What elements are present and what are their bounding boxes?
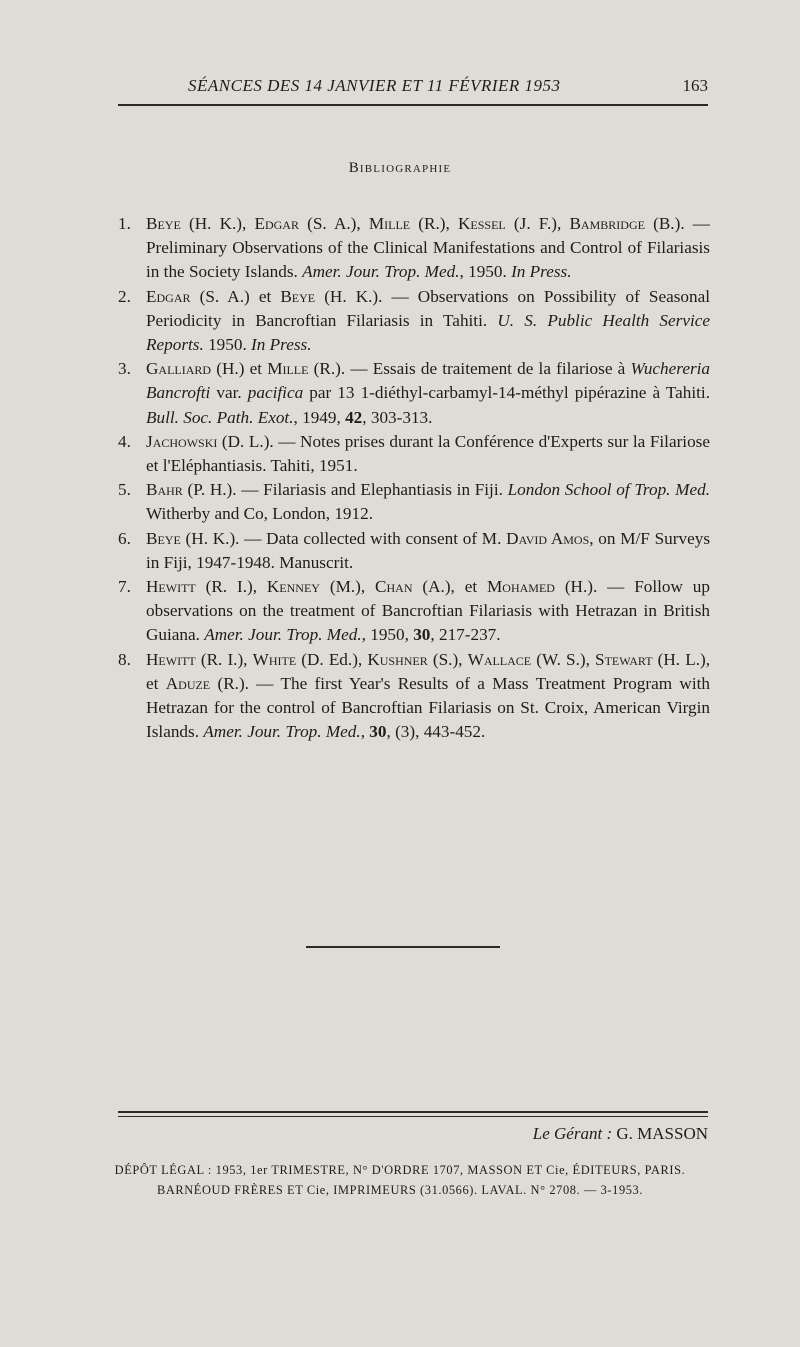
reference-fragment: (D. L.). — Notes prises durant la Conférence d'Experts sur la Filariose et l'Eléphantiasis. Tahiti, 1951.: [146, 431, 710, 476]
reference-fragment: Kushner: [367, 649, 428, 669]
reference-fragment: Bull. Soc. Path. Exot.: [146, 407, 294, 427]
reference-number: 8.: [118, 649, 131, 669]
gerant-label: Le Gérant :: [532, 1124, 613, 1143]
reference-fragment: Mille: [368, 214, 411, 233]
reference-fragment: , 1950.: [459, 262, 512, 282]
reference-item: [118, 357, 710, 430]
reference-fragment: (A.), et: [412, 577, 487, 597]
reference-fragment: Stewart: [595, 649, 653, 669]
reference-text: [146, 430, 710, 478]
reference-fragment: (J. F.),: [505, 214, 570, 233]
reference-item: [118, 478, 710, 526]
reference-fragment: Hewitt: [146, 577, 196, 597]
reference-fragment: , on M/F Surveys in Fiji, 1947-1948. Manuscrit.: [146, 528, 711, 572]
reference-fragment: Edgar: [146, 286, 191, 306]
reference-fragment: Beye: [146, 528, 181, 548]
gerant-name: G. MASSON: [616, 1124, 708, 1143]
imprint-line-1: DÉPÔT LÉGAL : 1953, 1er TRIMESTRE, N° D'ORDRE 1707, MASSON ET Cie, ÉDITEURS, PARIS.: [114, 1163, 686, 1177]
reference-item: [118, 212, 710, 285]
reference-number: 3.: [118, 359, 131, 379]
reference-fragment: (R. I.),: [195, 577, 267, 597]
reference-fragment: pacifica: [247, 383, 304, 403]
reference-fragment: , 1950,: [361, 625, 414, 645]
reference-fragment: , 217-237.: [430, 625, 501, 645]
reference-fragment: Chan: [375, 577, 413, 597]
reference-text: [146, 478, 710, 526]
reference-fragment: London School of Trop. Med.: [507, 480, 710, 500]
reference-text: [146, 648, 710, 745]
reference-fragment: 30: [369, 722, 387, 742]
reference-fragment: Mohamed: [487, 577, 555, 597]
footer-rule-bottom: [118, 1116, 708, 1117]
reference-number: 5.: [118, 480, 131, 500]
reference-fragment: David Amos: [506, 528, 590, 548]
reference-fragment: (P. H.). — Filariasis and Elephantiasis in Fiji.: [182, 480, 508, 500]
page-number: 163: [682, 76, 708, 95]
reference-number: 4.: [118, 431, 131, 451]
reference-fragment: (H. K.). — Observations on Possibility of Seasonal Periodicity in Bancroftian Filariasis in Tahiti.: [146, 286, 710, 330]
reference-fragment: var.: [210, 383, 248, 403]
header-rule: [118, 104, 708, 106]
imprint-line-2: BARNÉOUD FRÈRES ET Cie, IMPRIMEURS (31.0566). LAVAL. N° 2708. — 3-1953.: [156, 1183, 644, 1197]
reference-fragment: Hewitt: [146, 649, 196, 669]
reference-number: 6.: [118, 528, 131, 548]
reference-fragment: Galliard: [146, 359, 212, 379]
reference-fragment: (W. S.),: [531, 649, 596, 669]
reference-fragment: (S.),: [427, 649, 468, 669]
reference-fragment: Aduze: [165, 673, 211, 693]
reference-fragment: (R.). — The first Year's Results of a Mass Treatment Program with Hetrazan for the control of Bancroftian Filariasis on St. Croix, American Virgin Islands.: [146, 673, 710, 742]
reference-item: [118, 285, 710, 358]
imprint: [0, 1160, 800, 1200]
reference-fragment: (H. K.),: [180, 214, 255, 233]
section-end-rule: [306, 946, 500, 948]
reference-fragment: (H.). — Follow up observations on the treatment of Bancroftian Filariasis with Hetrazan in British Guiana.: [146, 577, 710, 645]
reference-fragment: Wuchereria Bancrofti: [146, 359, 711, 403]
reference-fragment: ,: [360, 722, 370, 742]
footer-rule-top: [118, 1111, 708, 1113]
reference-text: [146, 357, 710, 430]
reference-fragment: Bambridge: [569, 214, 645, 233]
reference-item: [118, 575, 710, 648]
gerant-line: [533, 1124, 708, 1144]
running-head-title: SÉANCES DES 14 JANVIER ET 11 FÉVRIER 1953: [188, 76, 561, 95]
reference-number: 2.: [118, 286, 131, 306]
reference-text: [146, 285, 710, 358]
reference-fragment: Kessel: [457, 214, 506, 233]
reference-fragment: Beye: [146, 214, 181, 233]
reference-fragment: In Press.: [251, 335, 312, 355]
reference-item: [118, 430, 710, 478]
running-head: [118, 76, 708, 100]
reference-fragment: Edgar: [254, 214, 299, 233]
reference-fragment: In Press.: [511, 262, 572, 282]
reference-text: [146, 575, 710, 648]
reference-fragment: U. S. Public Health Service Reports.: [146, 310, 710, 355]
reference-fragment: White: [252, 649, 297, 669]
reference-fragment: (S. A.) et: [190, 286, 281, 306]
reference-fragment: (R.),: [410, 214, 458, 233]
reference-fragment: (S. A.),: [298, 214, 369, 233]
reference-fragment: Jachowski: [146, 431, 218, 451]
reference-number: 7.: [118, 577, 131, 597]
reference-fragment: (B.). — Preliminary Observations of the Clinical Manifestations and Control of Filariasis in the Society Islands.: [146, 214, 710, 282]
reference-fragment: (D. Ed.),: [296, 649, 368, 669]
reference-fragment: Mille: [267, 359, 309, 379]
reference-fragment: 1950.: [203, 335, 252, 355]
reference-number: 1.: [118, 214, 131, 233]
reference-text: [146, 527, 710, 575]
reference-fragment: (H.) et: [211, 359, 268, 379]
reference-fragment: Beye: [280, 286, 316, 306]
reference-fragment: Witherby and Co, London, 1912.: [146, 504, 374, 524]
reference-item: [118, 527, 710, 575]
reference-fragment: Kenney: [266, 577, 320, 597]
reference-fragment: par 13 1-diéthyl-carbamyl-14-méthyl pipérazine à Tahiti.: [303, 383, 710, 403]
reference-fragment: , 1949,: [293, 407, 346, 427]
reference-fragment: , (3), 443-452.: [386, 722, 486, 742]
reference-list: [118, 212, 710, 744]
reference-fragment: (M.),: [319, 577, 376, 597]
reference-fragment: , 303-313.: [362, 407, 433, 427]
reference-fragment: Amer. Jour. Trop. Med.: [302, 262, 460, 282]
reference-fragment: Amer. Jour. Trop. Med.: [203, 722, 361, 742]
reference-fragment: (R. I.),: [195, 649, 253, 669]
section-title: Bibliographie: [348, 160, 452, 176]
reference-fragment: 30: [413, 625, 431, 645]
reference-fragment: (H. L.), et: [146, 649, 711, 693]
reference-fragment: Bahr: [146, 480, 183, 500]
reference-fragment: (R.). — Essais de traitement de la filariose à: [308, 359, 631, 379]
reference-fragment: Wallace: [467, 649, 532, 669]
reference-item: [118, 648, 710, 745]
reference-text: [146, 212, 710, 285]
reference-fragment: 42: [345, 407, 363, 427]
reference-fragment: (H. K.). — Data collected with consent of M.: [180, 528, 507, 548]
reference-fragment: Amer. Jour. Trop. Med.: [204, 625, 362, 645]
